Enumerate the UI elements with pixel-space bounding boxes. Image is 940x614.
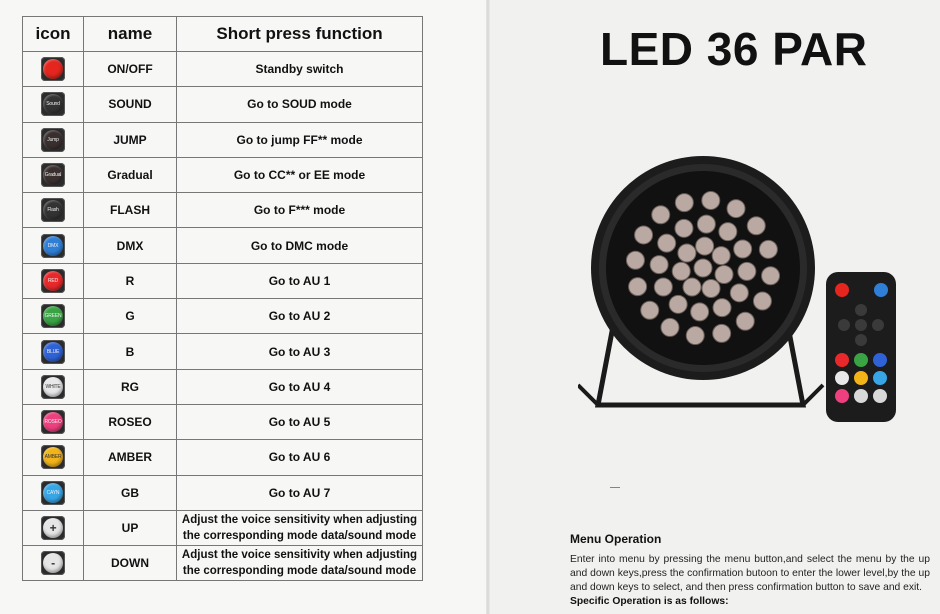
function-cell: Go to AU 6 [177,440,423,475]
led-icon [730,284,748,302]
led-icon [675,219,693,237]
key-face: AMBER [43,447,63,467]
table-row [23,510,423,545]
led-icon [650,256,668,274]
key-face: Flash [43,200,63,220]
key-function-table [22,16,423,581]
green-key-icon [41,304,65,328]
icon-cell [23,122,84,157]
remote-power-icon [835,283,849,297]
name-cell: Gradual [84,157,177,192]
led-icon [727,200,745,218]
function-cell: Adjust the voice sensitivity when adjusting the corresponding mode data/sound mode [177,546,423,581]
led-icon [713,299,731,317]
table-row [23,369,423,404]
icon-cell [23,87,84,122]
power-icon-icon [41,57,65,81]
led-icon [672,262,690,280]
page-fold [486,0,490,614]
key-face: - [43,553,63,573]
remote-cayn-icon [873,371,887,385]
remote-blue-icon [873,353,887,367]
icon-cell [23,299,84,334]
function-cell: Standby switch [177,52,423,87]
key-face: + [43,518,63,538]
table-row [23,404,423,439]
name-cell: DMX [84,228,177,263]
led-icon [747,217,765,235]
led-icon [713,324,731,342]
name-cell: DOWN [84,546,177,581]
function-cell: Adjust the voice sensitivity when adjusting the corresponding mode data/sound mode [177,510,423,545]
led-icon [702,279,720,297]
remote-flash-icon [872,319,884,331]
key-face: CAYN [43,483,63,503]
name-cell: UP [84,510,177,545]
led-icon [654,278,672,296]
function-cell: Go to AU 2 [177,299,423,334]
function-cell: Go to F*** mode [177,193,423,228]
header-function: Short press function [177,17,423,52]
name-cell: ON/OFF [84,52,177,87]
name-cell: G [84,299,177,334]
remote-gradual-icon [855,319,867,331]
remote-amber-icon [854,371,868,385]
led-icon [762,267,780,285]
led-icon [697,215,715,233]
remote-green-icon [854,353,868,367]
led-icon [626,251,644,269]
menu-paragraph: Enter into menu by pressing the menu button,and select the menu by the up and down keys,press the confirmation butoon to enter the lower level,by the up and down keys to select, and then press confirmation button to save and exit. [570,554,930,593]
remote-sound-icon [855,304,867,316]
function-cell: Go to jump FF** mode [177,122,423,157]
led-icon [719,223,737,241]
roseo-key-icon [41,410,65,434]
icon-cell [23,510,84,545]
remote-dmx-icon [874,283,888,297]
led-icon [686,327,704,345]
remote-control-image [824,270,898,424]
remote-red-icon [835,353,849,367]
led-icon [658,234,676,252]
table-row [23,546,423,581]
icon-cell [23,52,84,87]
icon-cell [23,404,84,439]
led-icon [715,266,733,284]
name-cell: SOUND [84,87,177,122]
table-row [23,122,423,157]
icon-cell [23,440,84,475]
icon-cell [23,228,84,263]
key-face: ROSEO [43,412,63,432]
cayn-key-icon [41,481,65,505]
remote-white-icon [835,371,849,385]
led-icon [641,301,659,319]
remote-roseo-icon [835,389,849,403]
header-name: name [84,17,177,52]
function-cell: Go to AU 4 [177,369,423,404]
led-icon [683,278,701,296]
led-icon [759,240,777,258]
flash-key-icon [41,198,65,222]
name-cell: ROSEO [84,404,177,439]
gradual-key-icon [41,163,65,187]
led-par-fixture-image [578,150,828,420]
key-face [43,59,63,79]
key-face: BLUE [43,342,63,362]
function-cell: Go to AU 3 [177,334,423,369]
red-key-icon [41,269,65,293]
led-icon [694,259,712,277]
led-icon [734,240,752,258]
function-cell: Go to AU 7 [177,475,423,510]
led-icon [675,194,693,212]
key-face: Gradual [43,165,63,185]
name-cell: JUMP [84,122,177,157]
menu-heading: Menu Operation [570,532,662,546]
blue-key-icon [41,340,65,364]
led-icon [702,191,720,209]
led-icon [629,278,647,296]
table-row [23,193,423,228]
led-icon [712,247,730,265]
table-row [23,157,423,192]
remote-extra-icon [855,334,867,346]
led-icon [635,226,653,244]
function-cell: Go to SOUD mode [177,87,423,122]
table-row [23,263,423,298]
white-key-icon [41,375,65,399]
name-cell: FLASH [84,193,177,228]
table-row [23,228,423,263]
blue-mark [610,487,620,488]
table-header-row [23,17,423,52]
table-row [23,299,423,334]
led-icon [652,206,670,224]
table-row [23,87,423,122]
function-cell: Go to AU 5 [177,404,423,439]
icon-cell [23,263,84,298]
dmx-key-icon [41,234,65,258]
name-cell: R [84,263,177,298]
specific-operation-label: Specific Operation is as follows: [570,596,729,607]
led-icon [691,303,709,321]
icon-cell [23,475,84,510]
key-face: WHITE [43,377,63,397]
key-face: GREEN [43,306,63,326]
led-icon [661,318,679,336]
key-face: RED [43,271,63,291]
icon-cell [23,334,84,369]
header-icon: icon [23,17,84,52]
name-cell: GB [84,475,177,510]
amber-key-icon [41,445,65,469]
function-cell: Go to CC** or EE mode [177,157,423,192]
table-row [23,475,423,510]
name-cell: RG [84,369,177,404]
icon-cell [23,369,84,404]
product-title: LED 36 PAR [600,23,868,75]
key-face: Sound [43,94,63,114]
up-key-icon [41,516,65,540]
key-face: DMX [43,236,63,256]
remote-down-icon [854,389,868,403]
jump-key-icon [41,128,65,152]
name-cell: AMBER [84,440,177,475]
function-cell: Go to AU 1 [177,263,423,298]
led-icon [753,292,771,310]
led-icon [669,295,687,313]
led-icon [696,237,714,255]
remote-jump-icon [838,319,850,331]
led-icon [736,312,754,330]
key-face: Jump [43,130,63,150]
icon-cell [23,193,84,228]
down-key-icon [41,551,65,575]
name-cell: B [84,334,177,369]
table-row [23,334,423,369]
sound-key-icon [41,92,65,116]
icon-cell [23,157,84,192]
led-icon [738,262,756,280]
table-row [23,440,423,475]
function-cell: Go to DMC mode [177,228,423,263]
bracket-feet-icon [578,385,823,405]
remote-up-icon [873,389,887,403]
icon-cell [23,546,84,581]
table-row [23,52,423,87]
led-icon [678,244,696,262]
